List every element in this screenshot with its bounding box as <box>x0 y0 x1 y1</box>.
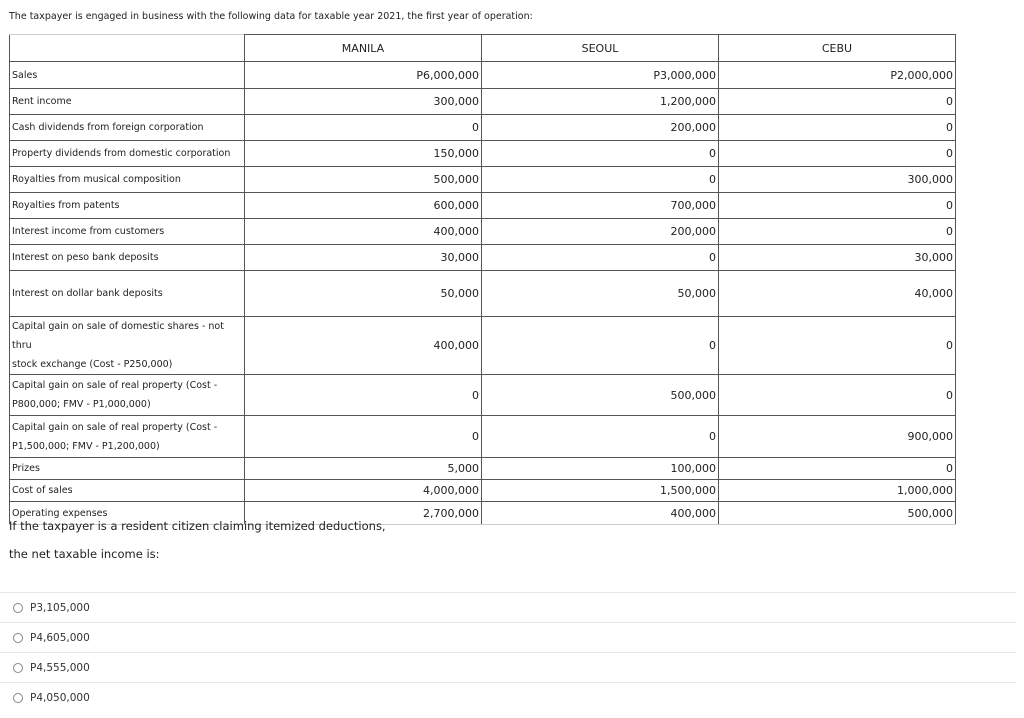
radio-button-icon[interactable] <box>13 633 23 643</box>
row-label: Interest on dollar bank deposits <box>10 271 245 317</box>
cell-manila: 2,700,000 <box>245 502 482 525</box>
row-label <box>10 416 245 458</box>
answer-option-3[interactable] <box>0 652 1016 682</box>
row-label-line2: stock exchange (Cost - P250,000) <box>12 359 173 370</box>
row-label: Royalties from patents <box>10 193 245 219</box>
row-label: Interest on peso bank deposits <box>10 245 245 271</box>
question-text <box>9 519 386 561</box>
cell-manila: 30,000 <box>245 245 482 271</box>
cell-cebu: 1,000,000 <box>719 480 956 502</box>
table-row <box>10 245 956 271</box>
intro-text: The taxpayer is engaged in business with the following data for taxable year 2021, the first year of operation: <box>9 11 533 22</box>
cell-manila: 600,000 <box>245 193 482 219</box>
cell-seoul: 0 <box>482 245 719 271</box>
answer-option-label: P3,105,000 <box>30 601 90 614</box>
radio-button-icon[interactable] <box>13 693 23 703</box>
cell-cebu: 0 <box>719 458 956 480</box>
cell-seoul: 0 <box>482 141 719 167</box>
table-row <box>10 480 956 502</box>
table-row <box>10 317 956 375</box>
cell-cebu: 300,000 <box>719 167 956 193</box>
row-label-line2: P800,000; FMV - P1,000,000) <box>12 399 151 410</box>
table-row <box>10 167 956 193</box>
row-label: Prizes <box>10 458 245 480</box>
row-label: Interest income from customers <box>10 219 245 245</box>
answer-option-label: P4,555,000 <box>30 661 90 674</box>
cell-manila: 4,000,000 <box>245 480 482 502</box>
table-row <box>10 141 956 167</box>
answer-option-label: P4,050,000 <box>30 691 90 704</box>
row-label: Cost of sales <box>10 480 245 502</box>
row-label <box>10 317 245 375</box>
row-label <box>10 375 245 416</box>
header-seoul: SEOUL <box>482 35 719 62</box>
table-row <box>10 62 956 89</box>
answer-option-4[interactable] <box>0 682 1016 712</box>
table-row <box>10 89 956 115</box>
cell-seoul: P3,000,000 <box>482 62 719 89</box>
table-row <box>10 193 956 219</box>
row-label: Cash dividends from foreign corporation <box>10 115 245 141</box>
cell-manila: 300,000 <box>245 89 482 115</box>
cell-manila: 150,000 <box>245 141 482 167</box>
cell-seoul: 100,000 <box>482 458 719 480</box>
answer-option-1[interactable] <box>0 592 1016 622</box>
cell-seoul: 0 <box>482 317 719 375</box>
question-line1: If the taxpayer is a resident citizen claiming itemized deductions, <box>9 519 386 533</box>
radio-button-icon[interactable] <box>13 663 23 673</box>
table-header-row <box>10 35 956 62</box>
cell-cebu: 0 <box>719 89 956 115</box>
cell-seoul: 1,200,000 <box>482 89 719 115</box>
answer-option-label: P4,605,000 <box>30 631 90 644</box>
table-row <box>10 375 956 416</box>
radio-button-icon[interactable] <box>13 603 23 613</box>
row-label-line1: Capital gain on sale of real property (Cost - <box>12 421 218 433</box>
cell-seoul: 200,000 <box>482 115 719 141</box>
table-row <box>10 271 956 317</box>
cell-manila: 400,000 <box>245 219 482 245</box>
row-label-line2: P1,500,000; FMV - P1,200,000) <box>12 440 160 452</box>
cell-cebu: 30,000 <box>719 245 956 271</box>
cell-manila: 5,000 <box>245 458 482 480</box>
cell-manila: 0 <box>245 416 482 458</box>
cell-cebu: 0 <box>719 375 956 416</box>
cell-cebu: 500,000 <box>719 502 956 525</box>
cell-seoul: 400,000 <box>482 502 719 525</box>
row-label-line1: Capital gain on sale of domestic shares - not thru <box>12 321 224 351</box>
cell-seoul: 500,000 <box>482 375 719 416</box>
income-table <box>9 34 956 525</box>
cell-seoul: 200,000 <box>482 219 719 245</box>
header-cebu: CEBU <box>719 35 956 62</box>
cell-seoul: 50,000 <box>482 271 719 317</box>
cell-cebu: 0 <box>719 141 956 167</box>
cell-seoul: 700,000 <box>482 193 719 219</box>
table-row <box>10 219 956 245</box>
row-label: Royalties from musical composition <box>10 167 245 193</box>
cell-manila: 0 <box>245 375 482 416</box>
header-manila: MANILA <box>245 35 482 62</box>
cell-manila: 500,000 <box>245 167 482 193</box>
cell-seoul: 0 <box>482 416 719 458</box>
table-row <box>10 416 956 458</box>
cell-manila: 50,000 <box>245 271 482 317</box>
header-blank <box>10 35 245 62</box>
cell-cebu: 0 <box>719 193 956 219</box>
cell-manila: 400,000 <box>245 317 482 375</box>
cell-cebu: 0 <box>719 219 956 245</box>
answer-options <box>0 592 1016 712</box>
row-label: Sales <box>10 62 245 89</box>
cell-cebu: P2,000,000 <box>719 62 956 89</box>
row-label-line1: Capital gain on sale of real property (Cost - <box>12 380 218 391</box>
cell-cebu: 40,000 <box>719 271 956 317</box>
cell-manila: 0 <box>245 115 482 141</box>
row-label: Rent income <box>10 89 245 115</box>
row-label: Property dividends from domestic corporation <box>10 141 245 167</box>
table-row <box>10 115 956 141</box>
cell-seoul: 0 <box>482 167 719 193</box>
answer-option-2[interactable] <box>0 622 1016 652</box>
cell-manila: P6,000,000 <box>245 62 482 89</box>
cell-cebu: 900,000 <box>719 416 956 458</box>
row-label: Operating expenses <box>10 502 245 525</box>
cell-seoul: 1,500,000 <box>482 480 719 502</box>
table-row <box>10 458 956 480</box>
question-line2: the net taxable income is: <box>9 547 160 561</box>
cell-cebu: 0 <box>719 317 956 375</box>
cell-cebu: 0 <box>719 115 956 141</box>
